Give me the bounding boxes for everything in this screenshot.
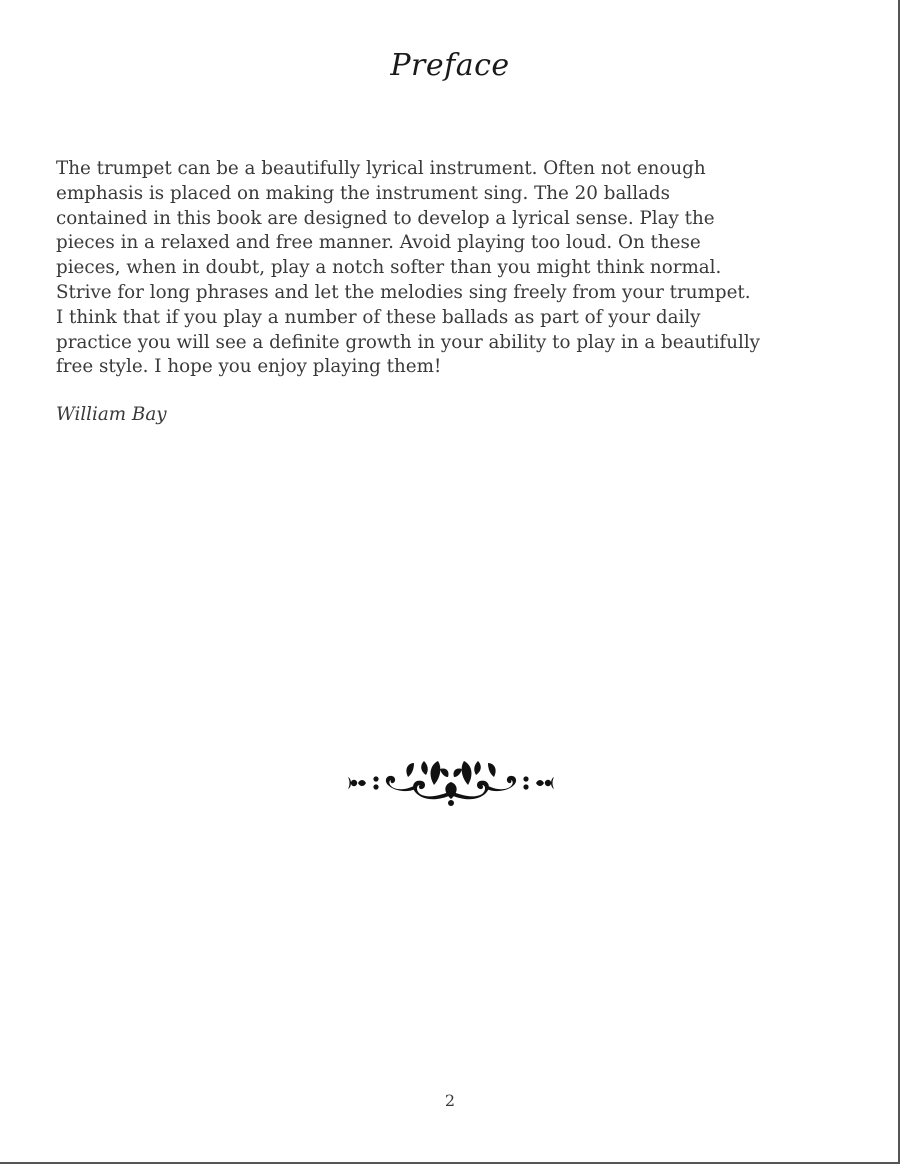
floral-flourish-icon	[346, 755, 556, 807]
page-number: 2	[444, 1091, 456, 1110]
body-line: free style. I hope you enjoy playing them!	[56, 356, 442, 378]
page-title: Preface	[390, 48, 510, 83]
body-line: I think that if you play a number of these ballads as part of your daily	[56, 306, 701, 328]
body-line: The trumpet can be a beautifully lyrical instrument. Often not enough	[56, 158, 706, 179]
body-line: contained in this book are designed to develop a lyrical sense. Play the	[56, 207, 715, 229]
body-line: pieces, when in doubt, play a notch softer than you might think normal.	[56, 257, 722, 279]
body-line: emphasis is placed on making the instrument sing. The 20 ballads	[56, 182, 671, 204]
body-line: pieces in a relaxed and free manner. Avoid playing too loud. On these	[56, 232, 701, 254]
body-line: Strive for long phrases and let the melodies sing freely from your trumpet.	[56, 281, 751, 303]
body-line: practice you will see a definite growth in your ability to play in a beautifully	[56, 331, 760, 353]
preface-body	[56, 157, 856, 380]
author-signature: William Bay	[56, 404, 167, 425]
